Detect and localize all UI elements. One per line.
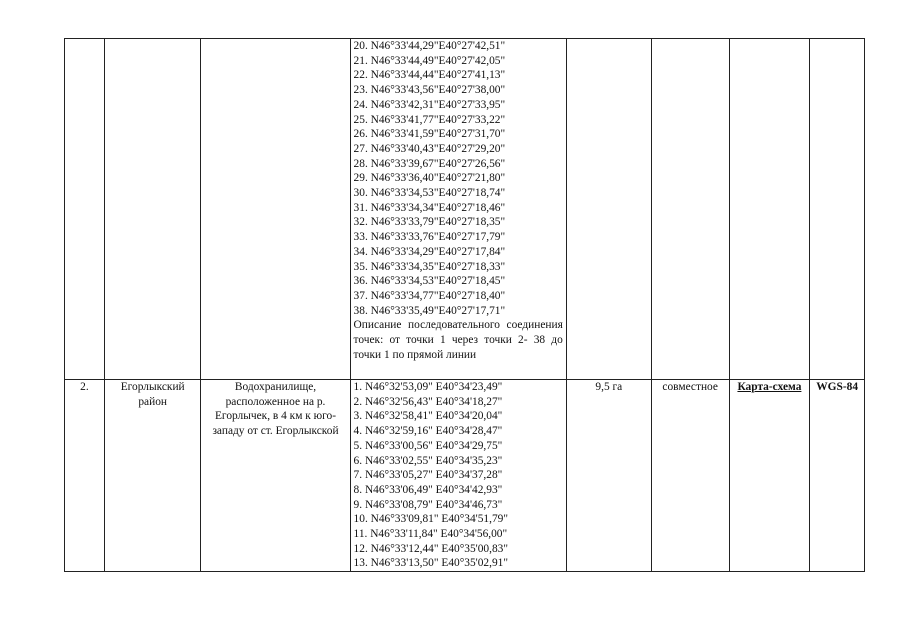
cell-coordinates (350, 39, 566, 380)
cell-system (810, 380, 865, 572)
coordinate-line: 34. N46°33'34,29"E40°27'17,84" (353, 245, 506, 258)
coordinate-line: 26. N46°33'41,59"E40°27'31,70" (353, 128, 506, 141)
cell-district (104, 39, 201, 380)
location-description: Водохранилище, расположенное на р. Егорлычек, в 4 км к юго-западу от ст. Егорлыкской (212, 381, 339, 438)
cell-coordinates (350, 380, 566, 572)
coordinate-line: 20. N46°33'44,29"E40°27'42,51" (353, 40, 506, 52)
coordinate-line: 11. N46°33'11,84" E40°34'56,00" (353, 528, 508, 541)
coordinate-line: 36. N46°33'34,53"E40°27'18,45" (353, 275, 506, 288)
coordinate-line: 25. N46°33'41,77"E40°27'33,22" (353, 113, 506, 126)
district-name: Егорлыкский район (120, 381, 185, 408)
coordinate-line: 35. N46°33'34,35"E40°27'18,33" (353, 260, 506, 273)
coordinate-line: 12. N46°33'12,44" E40°35'00,83" (353, 542, 508, 555)
coordinate-line: 32. N46°33'33,79"E40°27'18,35" (353, 216, 506, 229)
cell-number (65, 380, 105, 572)
cell-location (201, 39, 350, 380)
cell-usage (651, 39, 729, 380)
cell-area (566, 39, 651, 380)
coordinate-line: 24. N46°33'42,31"E40°27'33,95" (353, 98, 506, 111)
coordinate-list (354, 380, 563, 571)
cell-system (810, 39, 865, 380)
table-row (65, 39, 865, 380)
cell-number (65, 39, 105, 380)
coordinate-line: 6. N46°33'02,55" E40°34'35,23" (353, 454, 503, 467)
coordinate-line: 10. N46°33'09,81" E40°34'51,79" (353, 513, 508, 526)
coordinate-line: 1. N46°32'53,09" E40°34'23,49" (353, 381, 503, 393)
cell-location (201, 380, 350, 572)
coordinate-system: WGS-84 (816, 381, 859, 393)
table-row (65, 380, 865, 572)
coordinate-line: 4. N46°32'59,16" E40°34'28,47" (353, 425, 503, 438)
coordinate-line: 13. N46°33'13,50" E40°35'02,91" (353, 557, 508, 570)
coordinate-line: 22. N46°33'44,44"E40°27'41,13" (353, 69, 506, 82)
cell-area (566, 380, 651, 572)
points-description: Описание последовательного соединения точек: от точки 1 через точки 2- 38 до точки 1 по прямой линии (353, 319, 563, 361)
coordinate-line: 23. N46°33'43,56"E40°27'38,00" (353, 84, 506, 97)
cell-district (104, 380, 201, 572)
coordinate-line: 31. N46°33'34,34"E40°27'18,46" (353, 201, 506, 214)
coordinate-line: 33. N46°33'33,76"E40°27'17,79" (353, 231, 506, 244)
coordinate-line: 8. N46°33'06,49" E40°34'42,93" (353, 483, 503, 496)
coordinate-line: 7. N46°33'05,27" E40°34'37,28" (353, 469, 503, 482)
cell-map (729, 39, 810, 380)
cell-map (729, 380, 810, 572)
coordinate-line: 5. N46°33'00,56" E40°34'29,75" (353, 439, 503, 452)
usage-type: совместное (662, 381, 718, 393)
map-scheme-link[interactable]: Карта-схема (737, 381, 802, 393)
area-value: 9,5 га (595, 381, 623, 393)
coordinate-line: 2. N46°32'56,43" E40°34'18,27" (353, 395, 503, 408)
coordinate-line: 28. N46°33'39,67"E40°27'26,56" (353, 157, 506, 170)
coordinate-line: 30. N46°33'34,53"E40°27'18,74" (353, 187, 506, 200)
cell-usage (651, 380, 729, 572)
coordinate-line: 21. N46°33'44,49"E40°27'42,05" (353, 54, 506, 67)
coordinate-line: 27. N46°33'40,43"E40°27'29,20" (353, 142, 506, 155)
water-objects-table (64, 38, 865, 572)
coordinate-line: 37. N46°33'34,77"E40°27'18,40" (353, 289, 506, 302)
coordinate-line: 9. N46°33'08,79" E40°34'46,73" (353, 498, 503, 511)
row-number: 2. (80, 381, 89, 393)
coordinate-line: 3. N46°32'58,41" E40°34'20,04" (353, 410, 503, 423)
coordinate-line: 38. N46°33'35,49"E40°27'17,71" (353, 304, 506, 317)
coordinate-list (354, 39, 563, 318)
coordinate-line: 29. N46°33'36,40"E40°27'21,80" (353, 172, 506, 185)
